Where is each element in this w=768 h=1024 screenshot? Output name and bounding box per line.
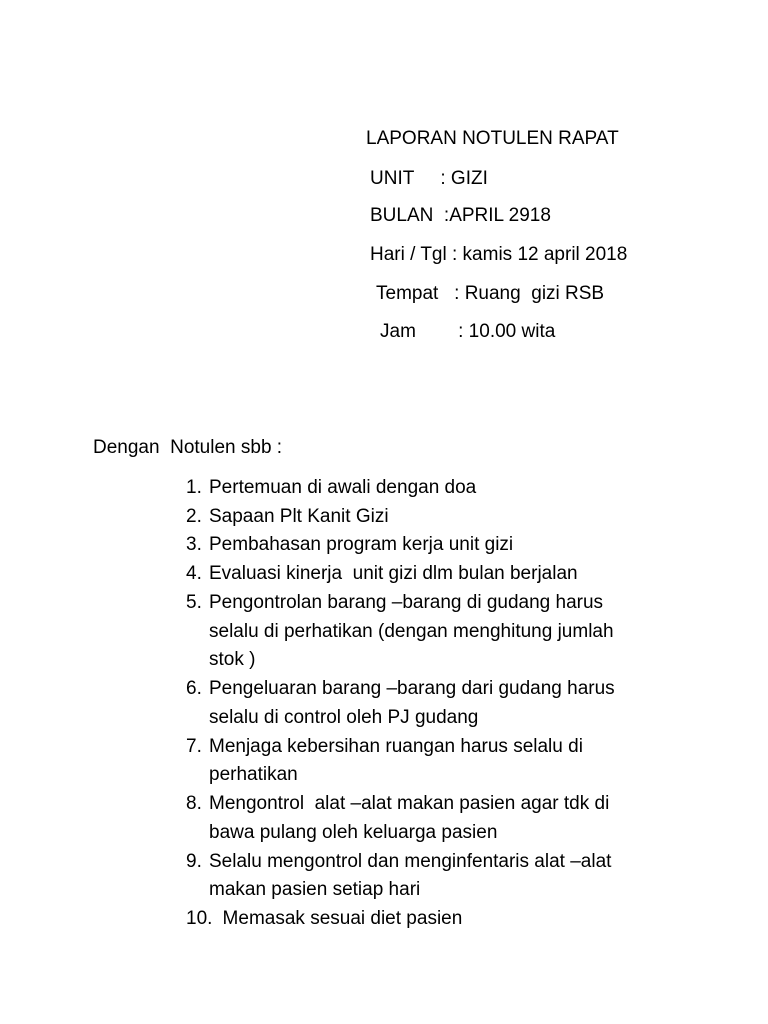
list-item-number: 1. [186,477,202,498]
list-item-text: Mengontrol alat –alat makan pasien agar tdk di [209,793,610,814]
list-item-text: Pengeluaran barang –barang dari gudang harus [209,678,615,699]
list-item-number: 10. [186,908,213,929]
bulan-field: BULAN :APRIL 2918 [370,205,551,226]
list-item-number: 8. [186,793,202,814]
list-item-text: Pembahasan program kerja unit gizi [209,534,514,555]
intro-text: Dengan Notulen sbb : [93,437,283,458]
list-item-number: 6. [186,678,202,699]
list-item-number: 2. [186,506,202,527]
list-item-text: Sapaan Plt Kanit Gizi [209,506,389,527]
hari-tgl-field: Hari / Tgl : kamis 12 april 2018 [370,244,628,265]
list-item-text: Menjaga kebersihan ruangan harus selalu di [209,736,583,757]
list-item-text: stok ) [209,649,256,670]
list-item-number: 4. [186,563,202,584]
list-item-text: selalu di control oleh PJ gudang [209,707,479,728]
jam-field: Jam : 10.00 wita [380,321,556,342]
list-item-text: Evaluasi kinerja unit gizi dlm bulan berjalan [209,563,578,584]
list-item-text: Pertemuan di awali dengan doa [209,477,477,498]
document-title: LAPORAN NOTULEN RAPAT [366,128,619,149]
list-item-text: Pengontrolan barang –barang di gudang harus [209,592,604,613]
list-item-text: Memasak sesuai diet pasien [212,908,463,929]
list-item-number: 3. [186,534,202,555]
list-item-text: selalu di perhatikan (dengan menghitung jumlah [209,621,614,642]
list-item-text: bawa pulang oleh keluarga pasien [209,822,498,843]
list-item-text: makan pasien setiap hari [209,879,421,900]
list-item-number: 9. [186,851,202,872]
list-item-text: perhatikan [209,764,298,785]
list-item-text: Selalu mengontrol dan menginfentaris alat –alat [209,851,612,872]
list-item-number: 7. [186,736,202,757]
list-item-number: 5. [186,592,202,613]
unit-field: UNIT : GIZI [370,168,488,189]
tempat-field: Tempat : Ruang gizi RSB [376,283,605,304]
